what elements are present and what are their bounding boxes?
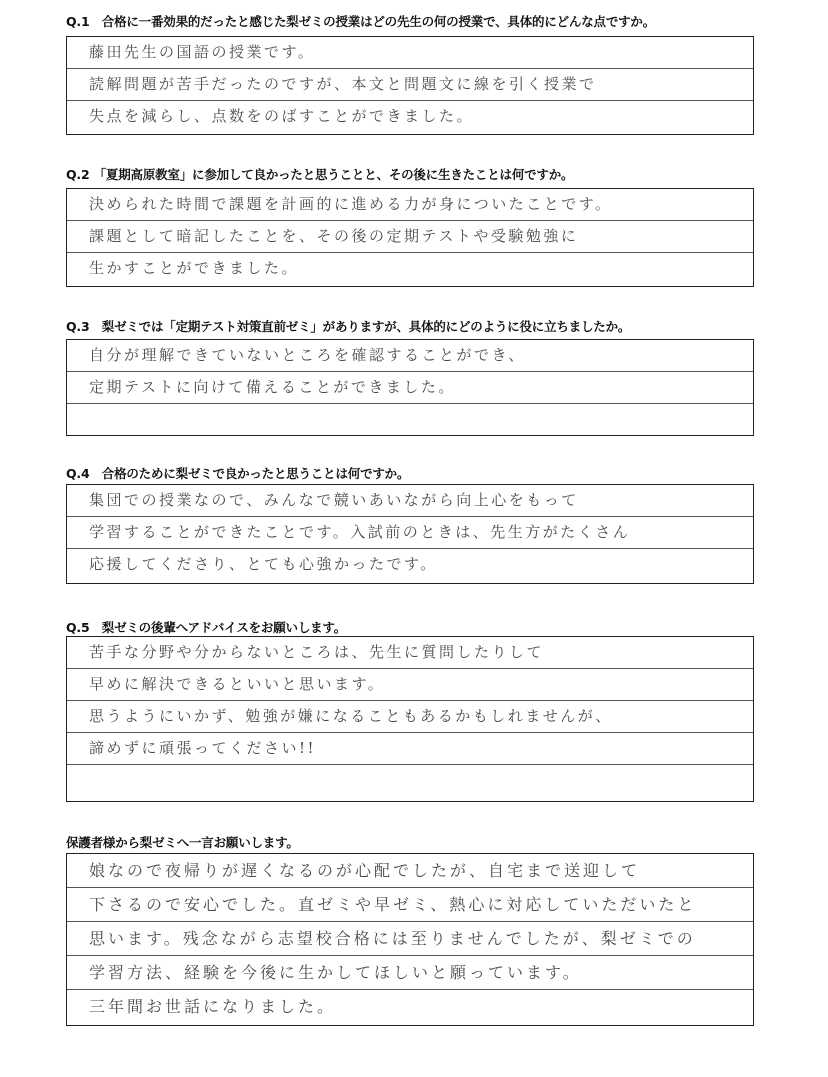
answer-box-3 bbox=[66, 339, 754, 436]
answer-line: 苦手な分野や分からないところは、先生に質問したりして bbox=[67, 637, 753, 669]
answer-line: 思うようにいかず、勉強が嫌になることもあるかもしれませんが、 bbox=[67, 701, 753, 733]
question-5: Q.5 梨ゼミの後輩へアドバイスをお願いします。 bbox=[66, 620, 347, 635]
answer-line: 定期テストに向けて備えることができました。 bbox=[67, 372, 753, 404]
question-3: Q.3 梨ゼミでは「定期テスト対策直前ゼミ」がありますが、具体的にどのように役に立ちましたか。 bbox=[66, 319, 631, 334]
answer-line: 早めに解決できるといいと思います。 bbox=[67, 669, 753, 701]
answer-line: 諦めずに頑張ってください!! bbox=[67, 733, 753, 765]
answer-line: 学習することができたことです。入試前のときは、先生方がたくさん bbox=[67, 517, 753, 549]
question-2: Q.2 「夏期高原教室」に参加して良かったと思うことと、その後に生きたことは何ですか。 bbox=[66, 167, 574, 182]
answer-line bbox=[67, 404, 753, 436]
answer-line: 下さるので安心でした。直ゼミや早ゼミ、熱心に対応していただいたと bbox=[67, 888, 753, 922]
answer-line: 生かすことができました。 bbox=[89, 259, 300, 277]
answer-line: 応援してくださり、とても心強かったです。 bbox=[89, 555, 438, 573]
answer-line: 課題として暗記したことを、その後の定期テストや受験勉強に bbox=[67, 221, 753, 253]
parent-comment-box bbox=[66, 853, 754, 1026]
answer-line: 娘なので夜帰りが遅くなるのが心配でしたが、自宅まで送迎して bbox=[67, 854, 753, 888]
answer-line: 集団での授業なので、みんなで競いあいながら向上心をもって bbox=[67, 485, 753, 517]
answer-line: 学習方法、経験を今後に生かしてほしいと願っています。 bbox=[67, 956, 753, 990]
answer-box-1 bbox=[66, 36, 754, 135]
answer-line: 思います。残念ながら志望校合格には至りませんでしたが、梨ゼミでの bbox=[67, 922, 753, 956]
parent-comment-heading: 保護者様から梨ゼミへ一言お願いします。 bbox=[66, 835, 299, 850]
answer-line: 自分が理解できていないところを確認することができ、 bbox=[67, 340, 753, 372]
answer-line: 失点を減らし、点数をのばすことができました。 bbox=[89, 107, 475, 125]
answer-line: 読解問題が苦手だったのですが、本文と問題文に線を引く授業で bbox=[67, 69, 753, 101]
answer-box-5 bbox=[66, 636, 754, 802]
answer-line: 決められた時間で課題を計画的に進める力が身についたことです。 bbox=[67, 189, 753, 221]
answer-box-4 bbox=[66, 484, 754, 584]
answer-box-2 bbox=[66, 188, 754, 287]
answer-line bbox=[67, 765, 753, 797]
question-4: Q.4 合格のために梨ゼミで良かったと思うことは何ですか。 bbox=[66, 466, 410, 481]
question-1: Q.1 合格に一番効果的だったと感じた梨ゼミの授業はどの先生の何の授業で、具体的にどんな点ですか。 bbox=[66, 14, 656, 29]
answer-line: 三年間お世話になりました。 bbox=[89, 997, 337, 1016]
answer-line: 藤田先生の国語の授業です。 bbox=[67, 37, 753, 69]
